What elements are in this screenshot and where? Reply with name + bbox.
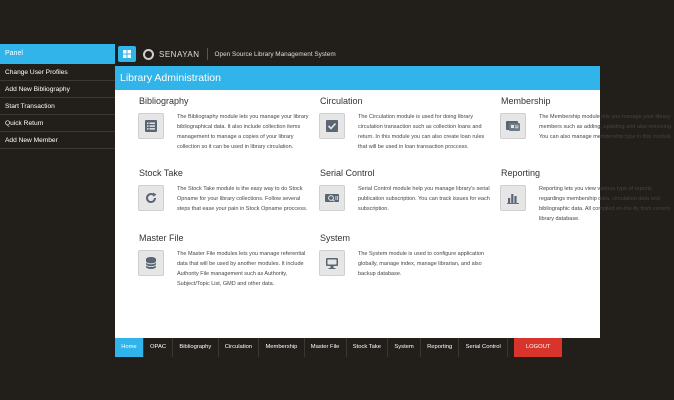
nav-home[interactable]: Home — [115, 338, 144, 357]
module-title[interactable]: Reporting — [501, 168, 541, 178]
module-description: The System module is used to configure application globally, manage index, manage librarian, and also backup database. — [358, 251, 484, 277]
module-description: Reporting lets you view various type of reports regardings membership data, circulation data and bibliographic data. All compiled on-the-fly from current library database. — [539, 186, 671, 222]
nav-stock-take[interactable]: Stock Take — [347, 338, 389, 357]
logout-button[interactable]: LOGOUT — [514, 338, 562, 357]
menu-toggle-button[interactable] — [118, 46, 136, 62]
divider — [207, 48, 208, 60]
refresh-icon[interactable] — [138, 185, 164, 211]
module-description: The Circulation module is used for doing library circulation transaction such as collection loans and return. In this module you can also create loan rules that will be used in loan transaction proccess. — [358, 114, 485, 150]
sidebar-item-quick-return[interactable]: Quick Return — [0, 115, 115, 132]
nav-system[interactable]: System — [388, 338, 421, 357]
module-title[interactable]: Serial Control — [320, 168, 375, 178]
bottom-nav — [115, 338, 600, 357]
nav-reporting[interactable]: Reporting — [421, 338, 460, 357]
nav-serial-control[interactable]: Serial Control — [459, 338, 508, 357]
sidebar-panel-header[interactable]: Panel — [0, 44, 115, 64]
barcode-search-icon[interactable] — [319, 185, 345, 211]
module-description: The Master File modules lets you manage referential data that will be used by another modules. It include Authority File management such as Authority, Subject/Topic List, GMD and other data. — [177, 251, 306, 287]
sidebar-item-add-new-member[interactable]: Add New Member — [0, 132, 115, 149]
grid-icon — [123, 50, 131, 58]
nav-membership[interactable]: Membership — [259, 338, 304, 357]
module-title[interactable]: Master File — [139, 233, 184, 243]
list-icon[interactable] — [138, 113, 164, 139]
module-title[interactable]: Circulation — [320, 96, 363, 106]
module-title[interactable]: Membership — [501, 96, 551, 106]
page-title: Library Administration — [115, 66, 600, 90]
checkmark-icon[interactable] — [319, 113, 345, 139]
nav-master-file[interactable]: Master File — [305, 338, 347, 357]
module-title[interactable]: System — [320, 233, 351, 243]
module-description: The Stock Take module is the easy way to do Stock Opname for your library collections. Follow several steps that ease your pain in Stock Opname proccess. — [177, 186, 308, 212]
brand-name: SENAYAN — [159, 49, 200, 59]
module-description: Serial Control module help you manage library's serial publication subscription. You can track issues for each subscription. — [358, 186, 490, 212]
member-card-icon[interactable] — [500, 113, 526, 139]
monitor-icon[interactable] — [319, 250, 345, 276]
nav-circulation[interactable]: Circulation — [219, 338, 260, 357]
nav-bibliography[interactable]: Bibliography — [173, 338, 218, 357]
top-bar — [115, 44, 600, 64]
sidebar-item-start-transaction[interactable]: Start Transaction — [0, 98, 115, 115]
app-tagline: Open Source Library Management System — [214, 50, 336, 58]
nav-opac[interactable]: OPAC — [144, 338, 173, 357]
module-description: The Membership module lets you manage your library members such as adding, updating and also removing. You can also manage membership type in this module. — [539, 114, 673, 140]
bar-chart-icon[interactable] — [500, 185, 526, 211]
sidebar-item-add-new-bibliography[interactable]: Add New Bibliography — [0, 81, 115, 98]
module-title[interactable]: Bibliography — [139, 96, 189, 106]
database-icon[interactable] — [138, 250, 164, 276]
module-description: The Bibliography module lets you manage your library bibliographical data. It also include collection items management to manage a copies of your library collection so it can be used in library circulation. — [177, 114, 309, 150]
sidebar-item-change-user-profiles[interactable]: Change User Profiles — [0, 64, 115, 81]
sidebar — [0, 44, 115, 150]
module-title[interactable]: Stock Take — [139, 168, 183, 178]
senayan-logo-icon — [143, 49, 154, 60]
main-content — [115, 66, 673, 338]
